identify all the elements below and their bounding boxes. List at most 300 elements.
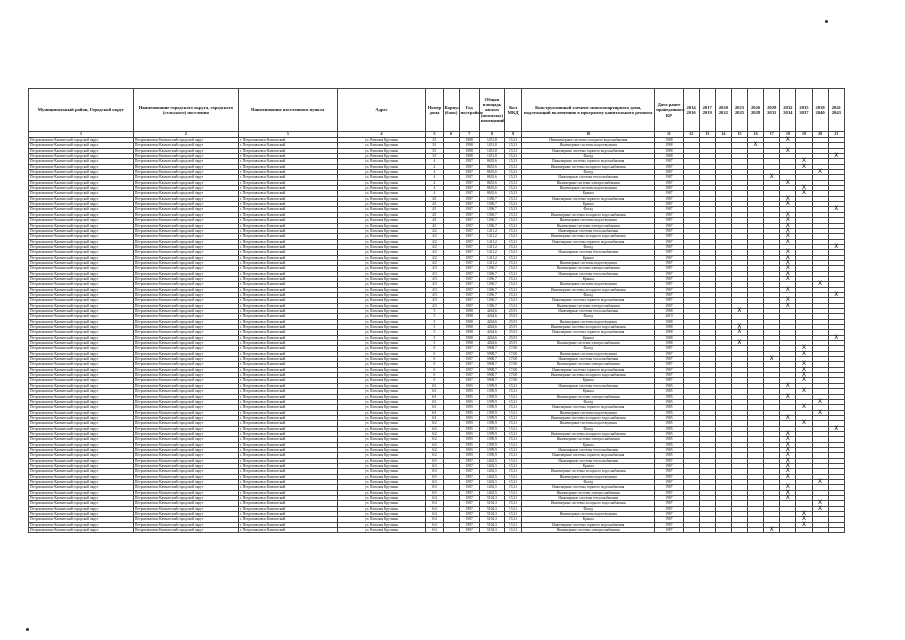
municipality-cell: Петропавловск-Камчатский городской округ <box>133 175 238 180</box>
prior-repair-cell: 1988 <box>655 143 683 148</box>
mkd-cell: 15,31 <box>505 266 522 271</box>
district-cell: Петропавловск-Камчатский городской округ <box>29 453 134 458</box>
street-cell: ул. Виталия Кручины <box>337 399 426 404</box>
schedule-cell: X <box>780 496 796 501</box>
area-cell: 5908,7 <box>479 351 504 356</box>
schedule-cell: X <box>731 341 747 346</box>
scan-speck <box>26 628 29 631</box>
area-cell: 8635,6 <box>479 180 504 185</box>
schedule-cell: X <box>780 212 796 217</box>
build-year-cell: 1987 <box>459 469 479 474</box>
district-cell: Петропавловск-Камчатский городской округ <box>29 207 134 212</box>
house-number-cell: 5 <box>426 330 443 335</box>
municipality-cell: Петропавловск-Камчатский городской округ <box>133 276 238 281</box>
municipality-cell: Петропавловск-Камчатский городской округ <box>133 303 238 308</box>
schedule-cell: X <box>780 148 796 153</box>
street-cell: ул. Виталия Кручины <box>337 496 426 501</box>
area-cell: 1411,2 <box>479 244 504 249</box>
schedule-cell: X <box>796 191 812 196</box>
build-year-cell: 1987 <box>459 287 479 292</box>
house-number-cell: 6 <box>426 362 443 367</box>
mkd-cell: 15,31 <box>505 175 522 180</box>
district-cell: Петропавловск-Камчатский городской округ <box>29 186 134 191</box>
mkd-cell: 15,31 <box>505 196 522 201</box>
table-row <box>29 528 845 533</box>
street-cell: ул. Виталия Кручины <box>337 212 426 217</box>
municipality-cell: Петропавловск-Камчатский городской округ <box>133 463 238 468</box>
street-cell: ул. Виталия Кручины <box>337 383 426 388</box>
build-year-cell: 1985 <box>459 421 479 426</box>
schedule-cell: X <box>828 426 844 431</box>
settlement-cell: г. Петропавловск-Камчатский <box>238 346 337 351</box>
mkd-cell: 25,91 <box>505 330 522 335</box>
element-cell: Инженерные системы водоотведения <box>522 218 655 223</box>
column-header: 2041 2043 <box>828 89 844 132</box>
element-cell: Инженерные системы горячего водоснабжения <box>522 298 655 303</box>
district-cell: Петропавловск-Камчатский городской округ <box>29 474 134 479</box>
build-year-cell: 1987 <box>459 244 479 249</box>
schedule-cell: X <box>796 164 812 169</box>
schedule-cell: X <box>796 186 812 191</box>
build-year-cell: 1987 <box>459 175 479 180</box>
build-year-cell: 1985 <box>459 431 479 436</box>
prior-repair-cell: 1987 <box>655 512 683 517</box>
house-number-cell: 6/1 <box>426 405 443 410</box>
settlement-cell: г. Петропавловск-Камчатский <box>238 239 337 244</box>
municipality-cell: Петропавловск-Камчатский городской округ <box>133 480 238 485</box>
district-cell: Петропавловск-Камчатский городской округ <box>29 223 134 228</box>
build-year-cell: 1987 <box>459 250 479 255</box>
mkd-cell: 15,31 <box>505 506 522 511</box>
element-cell: Инженерные системы водоотведения <box>522 474 655 479</box>
mkd-cell: 15,31 <box>505 271 522 276</box>
street-cell: ул. Виталия Кручины <box>337 186 426 191</box>
district-cell: Петропавловск-Камчатский городской округ <box>29 202 134 207</box>
element-cell: Крыша <box>522 463 655 468</box>
area-cell: 8635,6 <box>479 191 504 196</box>
house-number-cell: 6 <box>426 351 443 356</box>
municipality-cell: Петропавловск-Камчатский городской округ <box>133 458 238 463</box>
prior-repair-cell: 1985 <box>655 453 683 458</box>
mkd-cell: 17,00 <box>505 362 522 367</box>
element-cell: Инженерные системы горячего водоснабжения <box>522 485 655 490</box>
settlement-cell: г. Петропавловск-Камчатский <box>238 170 337 175</box>
municipality-cell: Петропавловск-Камчатский городской округ <box>133 389 238 394</box>
area-cell: 1402,5 <box>479 463 504 468</box>
area-cell: 8635,6 <box>479 175 504 180</box>
mkd-cell: 25,91 <box>505 335 522 340</box>
settlement-cell: г. Петропавловск-Камчатский <box>238 367 337 372</box>
column-number: 20 <box>812 132 828 138</box>
municipality-cell: Петропавловск-Камчатский городской округ <box>133 234 238 239</box>
schedule-cell: X <box>780 218 796 223</box>
build-year-cell: 1987 <box>459 234 479 239</box>
house-number-cell: 4/3 <box>426 298 443 303</box>
street-cell: ул. Виталия Кручины <box>337 351 426 356</box>
settlement-cell: г. Петропавловск-Камчатский <box>238 442 337 447</box>
area-cell: 1399,9 <box>479 442 504 447</box>
district-cell: Петропавловск-Камчатский городской округ <box>29 266 134 271</box>
build-year-cell: 1987 <box>459 191 479 196</box>
settlement-cell: г. Петропавловск-Камчатский <box>238 260 337 265</box>
area-cell: 5104,3 <box>479 506 504 511</box>
schedule-cell: X <box>780 298 796 303</box>
schedule-cell <box>715 528 731 533</box>
house-number-cell: 6/1 <box>426 399 443 404</box>
prior-repair-cell: 1987 <box>655 303 683 308</box>
area-cell: 1451,8 <box>479 143 504 148</box>
build-year-cell: 1985 <box>459 437 479 442</box>
mkd-cell: 15,31 <box>505 517 522 522</box>
area-cell: 5104,3 <box>479 517 504 522</box>
schedule-cell: X <box>812 506 828 511</box>
mkd-cell: 25,91 <box>505 325 522 330</box>
area-cell: 1399,9 <box>479 410 504 415</box>
municipality-cell: Петропавловск-Камчатский городской округ <box>133 367 238 372</box>
area-cell: 1396,7 <box>479 212 504 217</box>
column-header: Кол МКД <box>505 89 522 132</box>
house-number-cell: 4/1 <box>426 207 443 212</box>
house-number-cell: 4/2 <box>426 239 443 244</box>
prior-repair-cell: 1988 <box>655 148 683 153</box>
district-cell: Петропавловск-Камчатский городской округ <box>29 298 134 303</box>
element-cell: Инженерные системы водоотведения <box>522 351 655 356</box>
street-cell: ул. Виталия Кручины <box>337 378 426 383</box>
mkd-cell: 15,31 <box>505 469 522 474</box>
prior-repair-cell: 1987 <box>655 260 683 265</box>
house-number-cell: 6/2 <box>426 431 443 436</box>
municipality-cell: Петропавловск-Камчатский городской округ <box>133 410 238 415</box>
street-cell: ул. Виталия Кручины <box>337 522 426 527</box>
element-cell: Инженерные системы водоотведения <box>522 512 655 517</box>
area-cell: 1399,9 <box>479 453 504 458</box>
district-cell: Петропавловск-Камчатский городской округ <box>29 154 134 159</box>
street-cell: ул. Виталия Кручины <box>337 480 426 485</box>
build-year-cell: 1987 <box>459 223 479 228</box>
municipality-cell: Петропавловск-Камчатский городской округ <box>133 314 238 319</box>
district-cell: Петропавловск-Камчатский городской округ <box>29 431 134 436</box>
settlement-cell: г. Петропавловск-Камчатский <box>238 319 337 324</box>
mkd-cell: 15,31 <box>505 282 522 287</box>
street-cell: ул. Виталия Кручины <box>337 309 426 314</box>
prior-repair-cell: 1987 <box>655 175 683 180</box>
element-cell: Крыша <box>522 389 655 394</box>
street-cell: ул. Виталия Кручины <box>337 341 426 346</box>
column-header: Адрес <box>337 89 426 132</box>
settlement-cell: г. Петропавловск-Камчатский <box>238 191 337 196</box>
municipality-cell: Петропавловск-Камчатский городской округ <box>133 496 238 501</box>
settlement-cell: г. Петропавловск-Камчатский <box>238 528 337 533</box>
schedule-cell: X <box>780 250 796 255</box>
settlement-cell: г. Петропавловск-Камчатский <box>238 399 337 404</box>
mkd-cell: 15,31 <box>505 143 522 148</box>
prior-repair-cell: 1987 <box>655 266 683 271</box>
prior-repair-cell: 1987 <box>655 196 683 201</box>
mkd-cell: 15,31 <box>505 389 522 394</box>
mkd-cell: 15,31 <box>505 212 522 217</box>
area-cell: 5908,7 <box>479 373 504 378</box>
build-year-cell: 1985 <box>459 453 479 458</box>
schedule-cell: X <box>780 463 796 468</box>
area-cell: 5908,7 <box>479 346 504 351</box>
mkd-cell: 25,91 <box>505 319 522 324</box>
element-cell: Инженерные системы водоотведения <box>522 282 655 287</box>
house-number-cell: 4/1 <box>426 212 443 217</box>
mkd-cell: 15,31 <box>505 250 522 255</box>
schedule-cell: X <box>780 228 796 233</box>
settlement-cell: г. Петропавловск-Камчатский <box>238 453 337 458</box>
mkd-cell: 15,31 <box>505 394 522 399</box>
schedule-cell: X <box>780 234 796 239</box>
street-cell: ул. Виталия Кручины <box>337 282 426 287</box>
area-cell: 4264,6 <box>479 319 504 324</box>
street-cell: ул. Виталия Кручины <box>337 367 426 372</box>
column-number: 10 <box>522 132 655 138</box>
mkd-cell: 15,31 <box>505 180 522 185</box>
settlement-cell: г. Петропавловск-Камчатский <box>238 405 337 410</box>
municipality-cell: Петропавловск-Камчатский городской округ <box>133 244 238 249</box>
mkd-cell: 15,31 <box>505 191 522 196</box>
municipality-cell: Петропавловск-Камчатский городской округ <box>133 506 238 511</box>
house-number-cell: 4 <box>426 186 443 191</box>
prior-repair-cell: 1987 <box>655 378 683 383</box>
house-number-cell: 4/2 <box>426 244 443 249</box>
street-cell: ул. Виталия Кручины <box>337 138 426 143</box>
mkd-cell: 15,31 <box>505 437 522 442</box>
element-cell: Фасад <box>522 207 655 212</box>
prior-repair-cell: 1987 <box>655 202 683 207</box>
area-cell: 1411,2 <box>479 260 504 265</box>
element-cell: Инженерные системы водоотведения <box>522 319 655 324</box>
settlement-cell: г. Петропавловск-Камчатский <box>238 522 337 527</box>
house-number-cell: 4/1 <box>426 202 443 207</box>
settlement-cell: г. Петропавловск-Камчатский <box>238 138 337 143</box>
build-year-cell: 1987 <box>459 239 479 244</box>
scan-speck <box>825 20 828 23</box>
mkd-cell: 25,91 <box>505 314 522 319</box>
area-cell: 8635,6 <box>479 159 504 164</box>
schedule-cell: X <box>780 266 796 271</box>
element-cell: Инженерные системы холодного водоснабжения <box>522 431 655 436</box>
municipality-cell: Петропавловск-Камчатский городской округ <box>133 186 238 191</box>
build-year-cell: 1987 <box>459 351 479 356</box>
area-cell: 1396,7 <box>479 271 504 276</box>
schedule-cell: X <box>796 367 812 372</box>
build-year-cell: 1987 <box>459 485 479 490</box>
district-cell: Петропавловск-Камчатский городской округ <box>29 138 134 143</box>
street-cell: ул. Виталия Кручины <box>337 517 426 522</box>
municipality-cell: Петропавловск-Камчатский городской округ <box>133 266 238 271</box>
mkd-cell: 15,31 <box>505 234 522 239</box>
area-cell: 4264,6 <box>479 335 504 340</box>
settlement-cell: г. Петропавловск-Камчатский <box>238 463 337 468</box>
element-cell: Инженерные системы электроснабжения <box>522 341 655 346</box>
element-cell: Инженерные системы теплоснабжения <box>522 383 655 388</box>
column-header: Год постройки <box>459 89 479 132</box>
street-cell: ул. Виталия Кручины <box>337 512 426 517</box>
schedule-cell: X <box>780 415 796 420</box>
schedule-cell <box>796 528 812 533</box>
build-year-cell: 1987 <box>459 458 479 463</box>
prior-repair-cell: 1987 <box>655 517 683 522</box>
street-cell: ул. Виталия Кручины <box>337 180 426 185</box>
house-number-cell: 4/1 <box>426 196 443 201</box>
schedule-cell: X <box>780 223 796 228</box>
street-cell: ул. Виталия Кручины <box>337 319 426 324</box>
element-cell: Крыша <box>522 378 655 383</box>
column-number: 3 <box>238 132 337 138</box>
municipality-cell: Петропавловск-Камчатский городской округ <box>133 426 238 431</box>
municipality-cell: Петропавловск-Камчатский городской округ <box>133 282 238 287</box>
municipality-cell: Петропавловск-Камчатский городской округ <box>133 447 238 452</box>
house-number-cell: 5 <box>426 335 443 340</box>
settlement-cell: г. Петропавловск-Камчатский <box>238 287 337 292</box>
schedule-cell <box>748 528 764 533</box>
area-cell: 1396,7 <box>479 287 504 292</box>
district-cell: Петропавловск-Камчатский городской округ <box>29 490 134 495</box>
prior-repair-cell: 1988 <box>655 309 683 314</box>
schedule-cell: X <box>796 351 812 356</box>
house-number-cell: 4/1 <box>426 218 443 223</box>
district-cell: Петропавловск-Камчатский городской округ <box>29 180 134 185</box>
element-cell: Инженерные системы водоотведения <box>522 143 655 148</box>
prior-repair-cell: 1988 <box>655 330 683 335</box>
area-cell: 4264,6 <box>479 325 504 330</box>
schedule-cell: X <box>796 522 812 527</box>
mkd-cell: 15,31 <box>505 501 522 506</box>
municipality-cell: Петропавловск-Камчатский городской округ <box>133 485 238 490</box>
house-number-cell: 6/4 <box>426 506 443 511</box>
house-number-cell: 6/1 <box>426 394 443 399</box>
house-number-cell: 4 <box>426 175 443 180</box>
district-cell: Петропавловск-Камчатский городской округ <box>29 383 134 388</box>
area-cell: 1402,5 <box>479 469 504 474</box>
municipality-cell: Петропавловск-Камчатский городской округ <box>133 218 238 223</box>
street-cell: ул. Виталия Кручины <box>337 276 426 281</box>
area-cell: 1396,7 <box>479 266 504 271</box>
district-cell: Петропавловск-Камчатский городской округ <box>29 271 134 276</box>
mkd-cell: 15,31 <box>505 239 522 244</box>
element-cell: Фасад <box>522 154 655 159</box>
element-cell: Инженерные системы горячего водоснабжения <box>522 367 655 372</box>
street-cell: ул. Виталия Кручины <box>337 335 426 340</box>
house-number-cell: 5 <box>426 319 443 324</box>
column-number: 7 <box>459 132 479 138</box>
column-header: 2017 2019 <box>699 89 715 132</box>
mkd-cell: 15,31 <box>505 287 522 292</box>
house-number-cell: 4/3 <box>426 276 443 281</box>
mkd-cell: 15,31 <box>505 244 522 249</box>
mkd-cell: 15,31 <box>505 298 522 303</box>
build-year-cell: 1987 <box>459 362 479 367</box>
build-year-cell: 1985 <box>459 447 479 452</box>
prior-repair-cell: 1985 <box>655 447 683 452</box>
municipality-cell: Петропавловск-Камчатский городской округ <box>133 159 238 164</box>
district-cell: Петропавловск-Камчатский городской округ <box>29 159 134 164</box>
schedule-cell: X <box>796 421 812 426</box>
schedule-cell: X <box>780 442 796 447</box>
municipality-cell: Петропавловск-Камчатский городской округ <box>133 143 238 148</box>
element-cell: Неинженерные системы холодного водоснабжения <box>522 138 655 143</box>
element-cell: Крыша <box>522 255 655 260</box>
municipality-cell: Петропавловск-Камчатский городской округ <box>133 335 238 340</box>
municipality-cell: Петропавловск-Камчатский городской округ <box>133 474 238 479</box>
area-cell: 8635,6 <box>479 170 504 175</box>
schedule-cell: X <box>780 196 796 201</box>
house-number-cell: 6 <box>426 373 443 378</box>
street-cell: ул. Виталия Кручины <box>337 202 426 207</box>
prior-repair-cell: 1987 <box>655 351 683 356</box>
prior-repair-cell: 1988 <box>655 154 683 159</box>
municipality-cell: Петропавловск-Камчатский городской округ <box>133 260 238 265</box>
build-year-cell: 1988 <box>459 143 479 148</box>
schedule-cell <box>699 528 715 533</box>
district-cell: Петропавловск-Камчатский городской округ <box>29 314 134 319</box>
municipality-cell: Петропавловск-Камчатский городской округ <box>133 223 238 228</box>
build-year-cell: 1987 <box>459 303 479 308</box>
prior-repair-cell: 1988 <box>655 341 683 346</box>
street-cell: ул. Виталия Кручины <box>337 410 426 415</box>
build-year-cell: 1987 <box>459 276 479 281</box>
municipality-cell: Петропавловск-Камчатский городской округ <box>133 228 238 233</box>
street-cell: ул. Виталия Кручины <box>337 255 426 260</box>
schedule-cell: X <box>780 490 796 495</box>
area-cell: 5104,3 <box>479 501 504 506</box>
district-cell: Петропавловск-Камчатский городской округ <box>29 148 134 153</box>
build-year-cell: 1987 <box>459 346 479 351</box>
column-header: Общая площадь жилых (нежилых) помещений <box>479 89 504 132</box>
settlement-cell: г. Петропавловск-Камчатский <box>238 309 337 314</box>
element-cell: Инженерные системы электроснабжения <box>522 303 655 308</box>
house-number-cell: 6 <box>426 378 443 383</box>
area-cell: 1396,7 <box>479 202 504 207</box>
schedule-cell: X <box>780 255 796 260</box>
settlement-cell: г. Петропавловск-Камчатский <box>238 431 337 436</box>
build-year-cell: 1987 <box>459 180 479 185</box>
schedule-cell: X <box>780 485 796 490</box>
column-number: 2 <box>133 132 238 138</box>
street-cell: ул. Виталия Кручины <box>337 485 426 490</box>
schedule-cell: X <box>780 458 796 463</box>
house-number-cell: 6/3 <box>426 463 443 468</box>
area-cell: 1399,9 <box>479 437 504 442</box>
schedule-cell: X <box>780 271 796 276</box>
municipality-cell: Петропавловск-Камчатский городской округ <box>133 138 238 143</box>
area-cell: 4264,6 <box>479 309 504 314</box>
build-year-cell: 1987 <box>459 292 479 297</box>
street-cell: ул. Виталия Кручины <box>337 292 426 297</box>
build-year-cell: 1988 <box>459 319 479 324</box>
element-cell: Крыша <box>522 335 655 340</box>
prior-repair-cell: 1987 <box>655 207 683 212</box>
house-number-cell: 3/1 <box>426 154 443 159</box>
settlement-cell: г. Петропавловск-Камчатский <box>238 383 337 388</box>
column-number: 16 <box>748 132 764 138</box>
build-year-cell: 1987 <box>459 501 479 506</box>
house-number-cell: 6 <box>426 367 443 372</box>
prior-repair-cell: 1985 <box>655 383 683 388</box>
prior-repair-cell: 1987 <box>655 159 683 164</box>
street-cell: ул. Виталия Кручины <box>337 501 426 506</box>
district-cell: Петропавловск-Камчатский городской округ <box>29 292 134 297</box>
settlement-cell: г. Петропавловск-Камчатский <box>238 325 337 330</box>
column-header: 2038 2040 <box>812 89 828 132</box>
element-cell: Инженерные системы электроснабжения <box>522 490 655 495</box>
district-cell: Петропавловск-Камчатский городской округ <box>29 506 134 511</box>
settlement-cell: г. Петропавловск-Камчатский <box>238 330 337 335</box>
area-cell: 1451,8 <box>479 148 504 153</box>
district-cell: Петропавловск-Камчатский городской округ <box>29 351 134 356</box>
